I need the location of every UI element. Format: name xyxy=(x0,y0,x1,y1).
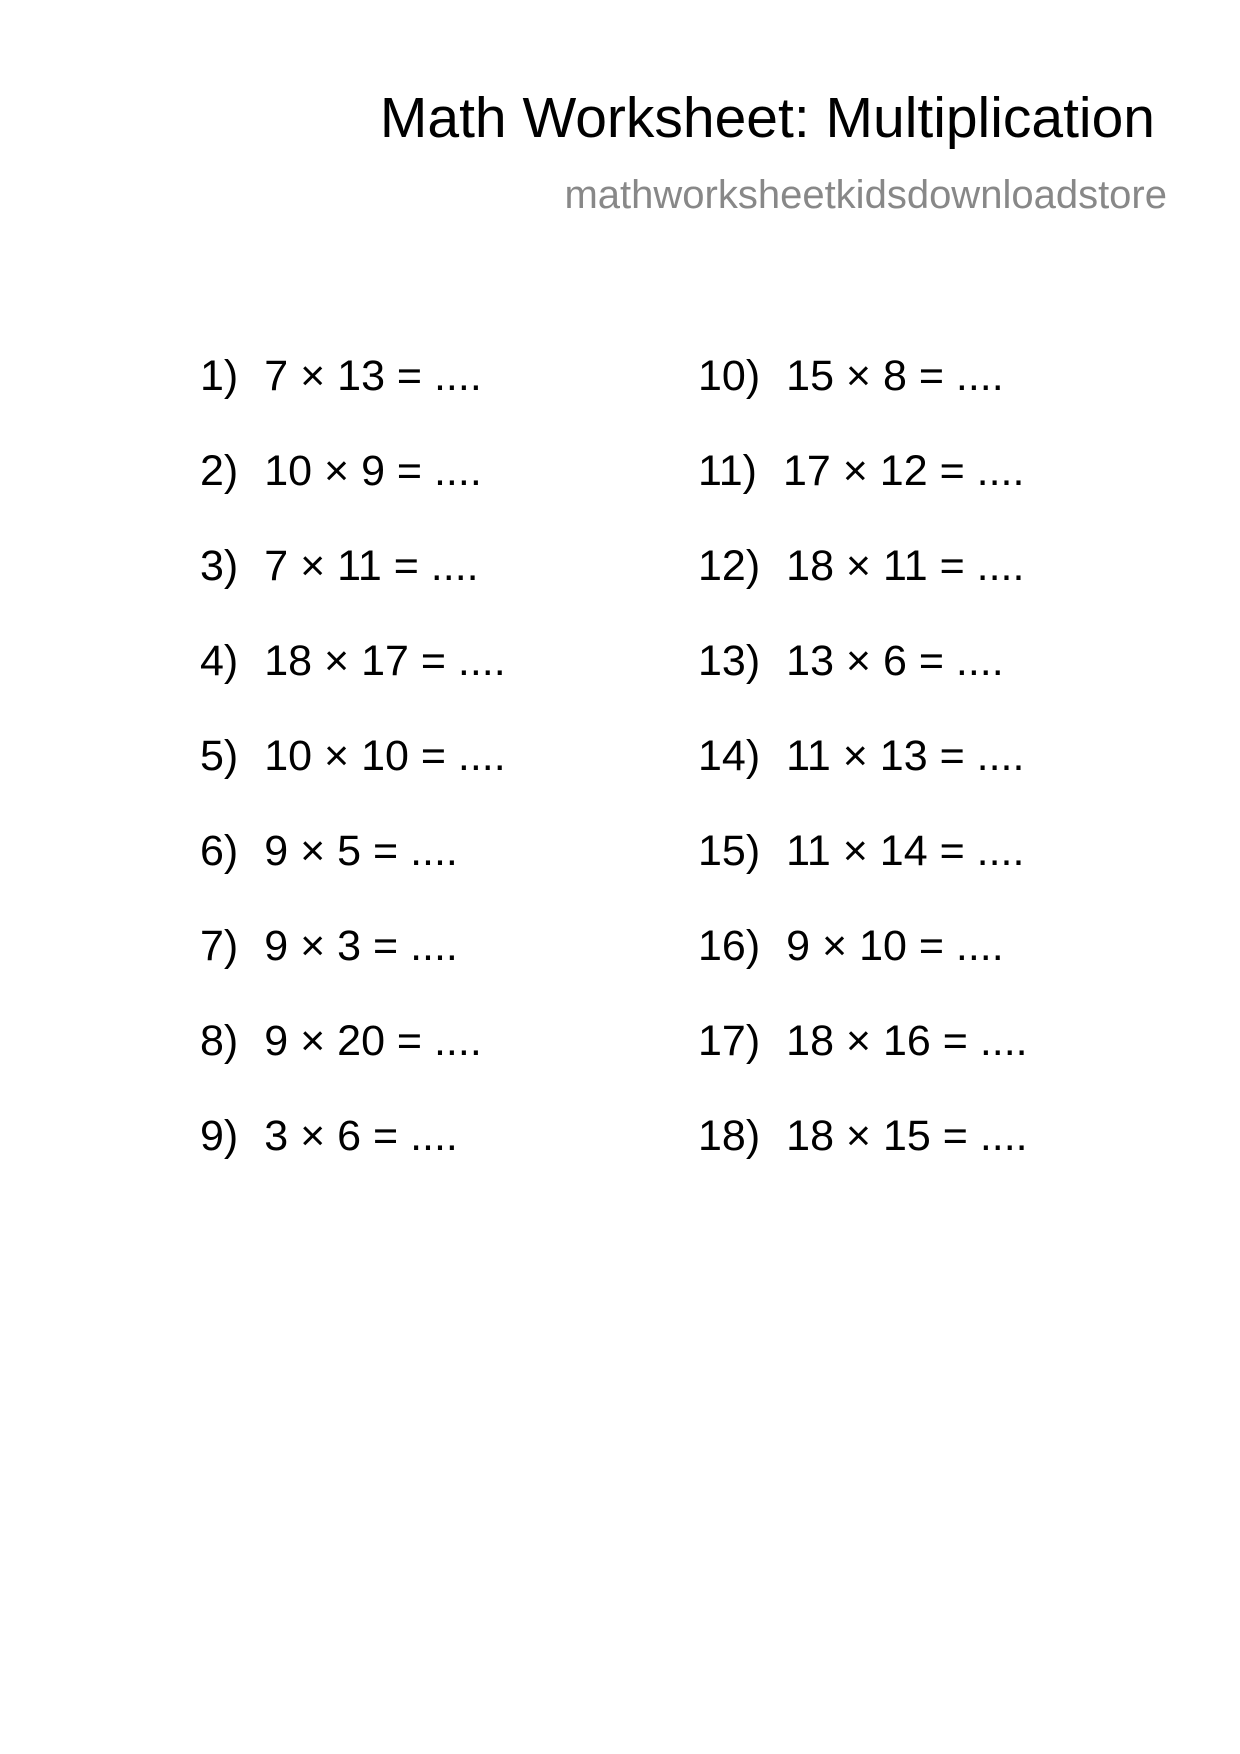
problem-expression: 10 × 10 = .... xyxy=(264,732,506,780)
problem-expression: 9 × 20 = .... xyxy=(264,1017,482,1065)
problem-number: 10) xyxy=(698,352,761,400)
problem-expression: 11 × 14 = .... xyxy=(786,827,1025,875)
problem-number: 13) xyxy=(698,637,761,685)
problem-expression: 7 × 11 = .... xyxy=(264,542,479,590)
problem-item xyxy=(698,732,1028,830)
page-title: Math Worksheet: Multiplication xyxy=(379,86,1155,150)
problem-item xyxy=(698,1017,1028,1115)
problem-item xyxy=(200,1017,506,1115)
problem-expression: 13 × 6 = .... xyxy=(786,637,1004,685)
problem-expression: 7 × 13 = .... xyxy=(264,352,482,400)
problem-number: 17) xyxy=(698,1017,761,1065)
problem-item xyxy=(698,827,1028,925)
problem-item xyxy=(698,352,1028,450)
problem-item xyxy=(698,1112,1028,1210)
problem-list-right xyxy=(698,352,1028,1210)
problem-number: 9) xyxy=(200,1112,239,1160)
problem-expression: 17 × 12 = .... xyxy=(782,447,1025,495)
problem-expression: 18 × 15 = .... xyxy=(786,1112,1028,1160)
problem-number: 5) xyxy=(200,732,239,780)
problem-number: 15) xyxy=(698,827,761,875)
problem-number: 1) xyxy=(200,352,239,400)
problem-expression: 10 × 9 = .... xyxy=(264,447,482,495)
problem-item xyxy=(698,922,1028,1020)
problem-number: 4) xyxy=(200,637,239,685)
problem-item xyxy=(200,447,506,545)
problem-number: 2) xyxy=(200,447,239,495)
problem-number: 3) xyxy=(200,542,239,590)
problem-item xyxy=(698,637,1028,735)
problem-expression: 18 × 11 = .... xyxy=(786,542,1025,590)
problem-item xyxy=(698,542,1028,640)
problem-expression: 9 × 3 = .... xyxy=(264,922,458,970)
problem-number: 11) xyxy=(698,447,757,495)
problem-item xyxy=(200,352,506,450)
problem-number: 16) xyxy=(698,922,761,970)
problem-number: 18) xyxy=(698,1112,761,1160)
problem-expression: 18 × 16 = .... xyxy=(786,1017,1028,1065)
problem-expression: 3 × 6 = .... xyxy=(264,1112,458,1160)
problem-item xyxy=(200,637,506,735)
problem-item xyxy=(200,827,506,925)
source-subtitle: mathworksheetkidsdownloadstore xyxy=(564,173,1167,217)
problem-item xyxy=(200,1112,506,1210)
problem-item xyxy=(200,922,506,1020)
problem-item xyxy=(200,542,506,640)
worksheet-header xyxy=(379,86,1167,217)
problem-number: 12) xyxy=(698,542,761,590)
problem-expression: 9 × 5 = .... xyxy=(264,827,458,875)
problem-expression: 18 × 17 = .... xyxy=(264,637,506,685)
problem-expression: 15 × 8 = .... xyxy=(786,352,1004,400)
problem-list-left xyxy=(200,352,506,1210)
problem-number: 7) xyxy=(200,922,239,970)
problem-number: 14) xyxy=(698,732,761,780)
problem-number: 6) xyxy=(200,827,239,875)
problem-expression: 9 × 10 = .... xyxy=(786,922,1004,970)
problem-item xyxy=(698,447,1028,545)
problem-number: 8) xyxy=(200,1017,239,1065)
problem-item xyxy=(200,732,506,830)
problem-expression: 11 × 13 = .... xyxy=(786,732,1025,780)
